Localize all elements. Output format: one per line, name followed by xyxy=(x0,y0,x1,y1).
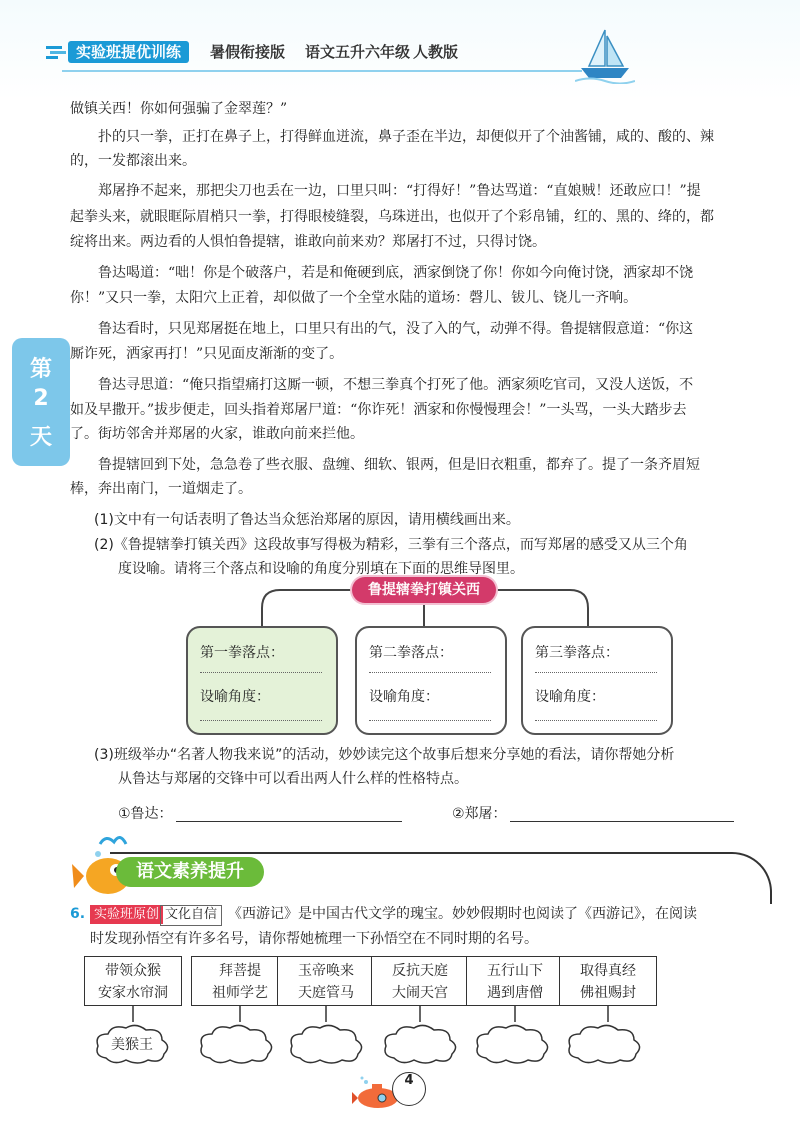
event-text: 祖师学艺 xyxy=(212,985,268,1001)
question-2-line1: (2)《鲁提辖拳打镇关西》这段故事写得极为精彩，三拳有三个落点，而写郑屠的感受又从三个角 xyxy=(94,537,688,553)
day-tab-number: 2 xyxy=(33,386,49,411)
nickname-cloud[interactable] xyxy=(196,1022,276,1066)
event-text: 天庭管马 xyxy=(298,985,354,1001)
punch-point-label: 第三拳落点： xyxy=(535,645,619,661)
grade-label: 语文五升六年级 xyxy=(305,43,411,61)
exercise-6-line1: 《西游记》是中国古代文学的瑰宝。妙妙假期时也阅读了《西游记》，在阅读 xyxy=(228,906,697,922)
event-text: 带领众猴 xyxy=(105,963,161,979)
passage-line: 鲁达寻思道：“俺只指望痛打这厮一顿，不想三拳真个打死了他。洒家须吃官司，又没人送饭，不 xyxy=(70,377,694,393)
passage-line: 鲁达喝道：“咄！你是个破落户，若是和俺硬到底，洒家倒饶了你！你如今向俺讨饶，洒家却不饶 xyxy=(70,265,694,281)
punch-point-label: 第二拳落点： xyxy=(369,645,453,661)
original-tag: 实验班原创 xyxy=(90,905,163,924)
event-text: 取得真经 xyxy=(580,963,636,979)
passage-line: 的，一发都滚出来。 xyxy=(70,153,196,169)
question-3-line1: (3)班级举办“名著人物我来说”的活动，妙妙读完这个故事后想来分享她的看法，请你帮她分析 xyxy=(94,747,675,763)
passage-line: 如及早撒开。”拔步便走，回头指着郑屠尸道：“你诈死！洒家和你慢慢理会！”一头骂，一头大踏步去 xyxy=(70,402,687,418)
nickname-cloud[interactable] xyxy=(564,1022,644,1066)
event-text: 遇到唐僧 xyxy=(487,985,543,1001)
passage-line: 鲁提辖回到下处，急急卷了些衣服、盘缠、细软、银两，但是旧衣粗重，都弃了。提了一条齐眉短 xyxy=(70,457,700,473)
event-text: 拜菩提 xyxy=(219,963,261,979)
edition-label: 暑假衔接版 xyxy=(210,43,286,61)
metaphor-angle-label: 设喻角度： xyxy=(369,689,439,705)
event-text: 安家水帘洞 xyxy=(98,985,168,1001)
culture-tag: 文化自信 xyxy=(160,905,222,926)
question-3-line2: 从鲁达与郑屠的交锋中可以看出两人什么样的性格特点。 xyxy=(118,771,468,787)
exercise-6-line2: 时发现孙悟空有许多名号，请你帮她梳理一下孙悟空在不同时期的名号。 xyxy=(90,931,538,947)
passage-line: 厮诈死，洒家再打！”只见面皮渐渐的变了。 xyxy=(70,346,344,362)
passage-line: 郑屠挣不起来，那把尖刀也丢在一边，口里只叫：“打得好！”鲁达骂道：“直娘贼！还敢应口！”提 xyxy=(70,183,701,199)
passage-line: 棒，奔出南门，一道烟走了。 xyxy=(70,481,252,497)
day-tab-suffix: 天 xyxy=(29,425,52,450)
nickname-text: 美猴王 xyxy=(111,1037,153,1053)
event-text: 玉帝唤来 xyxy=(298,963,354,979)
passage-line: 起拳头来，就眼眶际眉梢只一拳，打得眼棱缝裂，乌珠迸出，也似开了个彩帛铺，红的、黑的、绛的，都 xyxy=(70,209,714,225)
passage-line: 扑的只一拳，正打在鼻子上，打得鲜血迸流，鼻子歪在半边，却便似开了个油酱铺，咸的、酸的、辣 xyxy=(70,129,714,145)
day-tab-prefix: 第 xyxy=(29,357,52,382)
passage-line: 做镇关西！你如何强骗了金翠莲？” xyxy=(70,101,288,117)
punch-point-label: 第一拳落点： xyxy=(200,645,284,661)
mindmap-title: 鲁提辖拳打镇关西 xyxy=(352,577,496,603)
event-text: 反抗天庭 xyxy=(392,963,448,979)
page-number: 4 xyxy=(392,1072,426,1106)
passage-line: 你！”又只一拳，太阳穴上正着，却似做了一个全堂水陆的道场：磬儿、钹儿、铙儿一齐响。 xyxy=(70,290,638,306)
question-2-line2: 度设喻。请将三个落点和设喻的角度分别填在下面的思维导图里。 xyxy=(118,561,524,577)
nickname-cloud[interactable] xyxy=(472,1022,552,1066)
metaphor-angle-label: 设喻角度： xyxy=(200,689,270,705)
nickname-cloud[interactable] xyxy=(380,1022,460,1066)
passage-line: 鲁达看时，只见郑屠挺在地上，口里只有出的气，没了入的气，动弹不得。鲁提辖假意道：“你这 xyxy=(70,321,694,337)
passage-line: 绽将出来。两边看的人惧怕鲁提辖，谁敢向前来劝？郑屠打不过，只得讨饶。 xyxy=(70,234,546,250)
passage-line: 了。街坊邻舍并郑屠的火家，谁敢向前来拦他。 xyxy=(70,426,364,442)
lu-da-label: ①鲁达： xyxy=(118,806,173,822)
zheng-tu-label: ②郑屠： xyxy=(452,806,507,822)
nickname-cloud[interactable] xyxy=(286,1022,366,1066)
metaphor-angle-label: 设喻角度： xyxy=(535,689,605,705)
event-text: 大闹天宫 xyxy=(392,985,448,1001)
question-1: (1)文中有一句话表明了鲁达当众惩治郑屠的原因，请用横线画出来。 xyxy=(94,512,520,528)
event-text: 五行山下 xyxy=(487,963,543,979)
exercise-number: 6. xyxy=(70,906,86,922)
series-logo: 实验班提优训练 xyxy=(68,41,189,63)
event-text: 佛祖赐封 xyxy=(580,985,636,1001)
section-banner: 语文素养提升 xyxy=(116,857,264,887)
publisher-label: 人教版 xyxy=(413,43,459,61)
